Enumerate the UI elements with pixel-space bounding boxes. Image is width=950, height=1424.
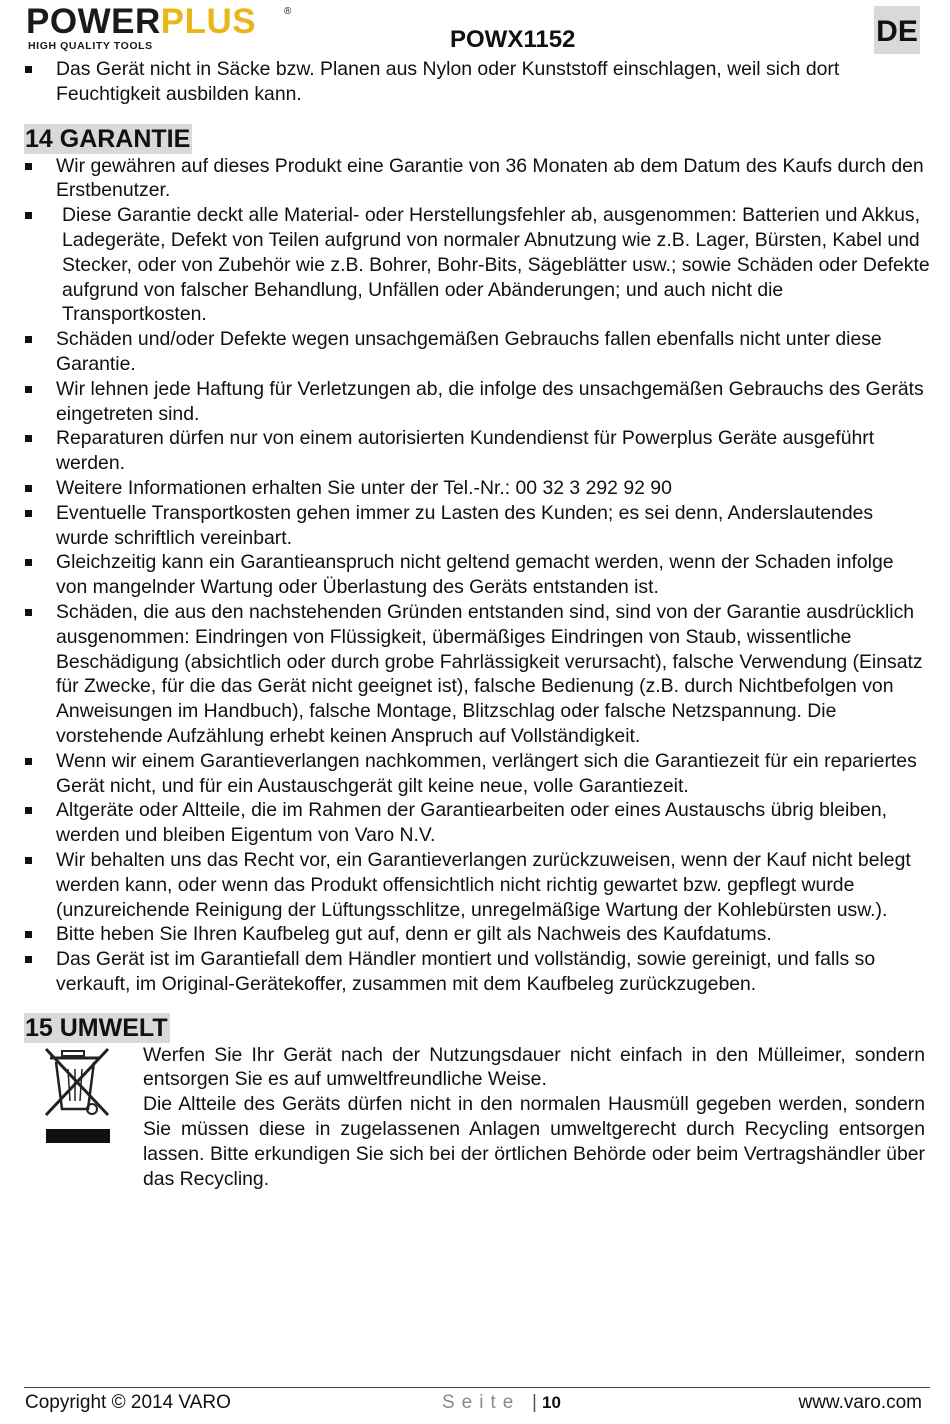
list-item: Das Gerät nicht in Säcke bzw. Planen aus Nylon oder Kunststoff einschlagen, weil sich dort Feuchtigkeit ausbilden kann. — [0, 57, 950, 107]
footer-website: www.varo.com — [798, 1392, 922, 1413]
bullet-icon — [25, 956, 32, 963]
section-heading-umwelt: 15 UMWELT — [25, 1013, 168, 1042]
footer-page-number: 10 — [542, 1393, 561, 1412]
list-item: Schäden und/oder Defekte wegen unsachgemäßen Gebrauchs fallen ebenfalls nicht unter diese Garantie. — [0, 327, 950, 377]
list-item: Wir lehnen jede Haftung für Verletzungen ab, die infolge des unsachgemäßen Gebrauchs des Geräts eingetreten sind. — [0, 377, 950, 427]
footer-divider — [24, 1387, 930, 1388]
list-item: Wir gewähren auf dieses Produkt eine Garantie von 36 Monaten ab dem Datum des Kaufs durch den Erstbenutzer. — [0, 154, 950, 204]
list-item: Wenn wir einem Garantieverlangen nachkommen, verlängert sich die Garantiezeit für ein repariertes Gerät nicht, und für ein Austauschgerät gilt keine neue, volle Garantiezeit. — [0, 749, 950, 799]
bullet-icon — [25, 435, 32, 442]
garantie-list — [0, 154, 950, 997]
logo-tagline: HIGH QUALITY TOOLS — [28, 40, 153, 52]
bullet-icon — [25, 931, 32, 938]
environment-text — [143, 1043, 925, 1192]
footer-copyright: Copyright © 2014 VARO — [25, 1392, 231, 1413]
list-item: Diese Garantie deckt alle Material- oder Herstellungsfehler ab, ausgenommen: Batterien und Akkus, Ladegeräte, Defekt von Teilen aufgrund von normaler Abnutzung wie z.B. Lager, Bürsten, Kabel und Stecker, oder von Zubehör wie z.B. Bohrer, Bohr-Bits, Sägeblätter usw.; sowie Schäden oder Defekte aufgrund von falscher Behandlung, Unfällen oder Abänderungen; und auch nicht die Transportkosten. — [0, 203, 950, 327]
bullet-icon — [25, 609, 32, 616]
bullet-icon — [25, 857, 32, 864]
list-item: Eventuelle Transportkosten gehen immer zu Lasten des Kunden; es sei denn, Anderslautendes wurde schriftlich vereinbart. — [0, 501, 950, 551]
bullet-icon — [25, 212, 32, 219]
intro-list — [0, 57, 950, 107]
environment-paragraph: Die Altteile des Geräts dürfen nicht in den normalen Hausmüll gegeben werden, sondern Sie müssen diese in zugelassenen Anlagen umweltgerecht durch Recycling entsorgen lassen. Bitte erkundigen Sie sich bei der örtlichen Behörde oder beim Vertragshändler über das Recycling. — [143, 1093, 925, 1190]
environment-paragraph: Werfen Sie Ihr Gerät nach der Nutzungsdauer nicht einfach in den Mülleimer, sondern entsorgen Sie es auf umweltfreundliche Weise. — [143, 1043, 925, 1091]
list-item: Wir behalten uns das Recht vor, ein Garantieverlangen zurückzuweisen, wenn der Kauf nicht belegt werden kann, oder wenn das Produkt offensichtlich nicht richtig gewartet bzw. gepflegt wurde (unzureichende Reinigung der Lüftungsschlitze, unregelmäßige Wartung der Kohlebürsten usw.). — [0, 848, 950, 922]
language-badge: DE — [874, 6, 920, 54]
weee-crossed-bin-icon — [42, 1045, 116, 1145]
page-content — [0, 57, 950, 1193]
list-item: Bitte heben Sie Ihren Kaufbeleg gut auf, denn er gilt als Nachweis des Kaufdatums. — [0, 922, 950, 947]
powerplus-logo — [26, 2, 296, 52]
list-item: Das Gerät ist im Garantiefall dem Händler montiert und vollständig, sowie gereinigt, und falls so verkauft, im Original-Gerätekoffer, zusammen mit dem Kaufbeleg zurückzugeben. — [0, 947, 950, 997]
bullet-icon — [25, 66, 32, 73]
footer-page-label: Seite — [442, 1392, 521, 1413]
section-heading-garantie: 14 GARANTIE — [25, 124, 191, 153]
page-header — [0, 0, 950, 60]
list-item: Reparaturen dürfen nur von einem autorisierten Kundendienst für Powerplus Geräte ausgeführt werden. — [0, 426, 950, 476]
bullet-icon — [25, 807, 32, 814]
logo-registered-mark: ® — [284, 6, 292, 17]
list-item: Schäden, die aus den nachstehenden Gründen entstanden sind, sind von der Garantie ausdrücklich ausgenommen: Eindringen von Flüssigkeit, übermäßiges Eindringen von Staub, wissentliche Beschädigung (absichtlich oder durch grobe Fahrlässigkeit verursacht), falsche Verwendung (Einsatz für Zwecke, für die das Gerät nicht geeignet ist), falsche Bedienung (z.B. durch Nichtbefolgen von Anweisungen im Handbuch), falsche Montage, Blitzschlag oder falsche Netzspannung. Die vorstehende Aufzählung erhebt keinen Anspruch auf Vollständigkeit. — [0, 600, 950, 749]
footer-separator: | — [532, 1392, 537, 1413]
bullet-icon — [25, 758, 32, 765]
list-item: Altgeräte oder Altteile, die im Rahmen der Garantiearbeiten oder eines Austauschs übrig bleiben, werden und bleiben Eigentum von Varo N.V. — [0, 798, 950, 848]
bullet-icon — [25, 559, 32, 566]
model-number: POWX1152 — [450, 26, 576, 53]
bullet-icon — [25, 485, 32, 492]
bullet-icon — [25, 510, 32, 517]
bullet-icon — [25, 386, 32, 393]
logo-wordmark: POWERPLUS — [26, 2, 257, 41]
environment-section — [0, 1043, 950, 1193]
list-item: Gleichzeitig kann ein Garantieanspruch nicht geltend gemacht werden, wenn der Schaden infolge von mangelnder Wartung oder Überlastung des Geräts entstanden ist. — [0, 550, 950, 600]
list-item: Weitere Informationen erhalten Sie unter der Tel.-Nr.: 00 32 3 292 92 90 — [0, 476, 950, 501]
bullet-icon — [25, 163, 32, 170]
bullet-icon — [25, 336, 32, 343]
